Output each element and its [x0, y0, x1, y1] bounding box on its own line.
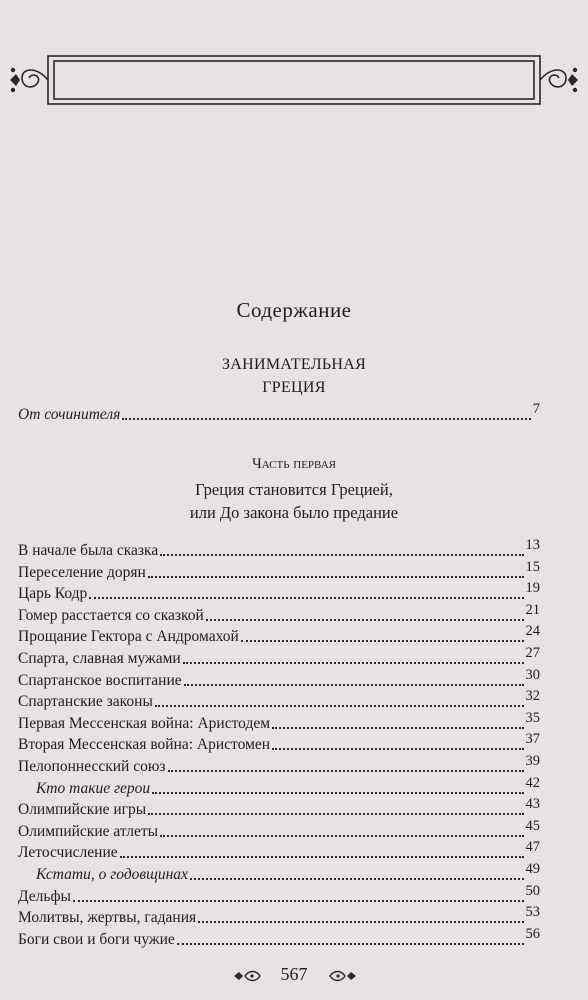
toc-entry-label: Спартанские законы — [18, 693, 153, 711]
dot-leader — [190, 878, 524, 880]
dot-leader — [177, 943, 524, 945]
toc-entry — [18, 732, 540, 754]
toc-entry — [18, 560, 540, 582]
dot-leader — [184, 684, 524, 686]
toc-entry-page: 56 — [525, 925, 540, 942]
dot-leader — [73, 900, 524, 902]
toc-entry — [18, 819, 540, 841]
toc-entry-label: Летосчисление — [18, 844, 118, 862]
dot-leader — [89, 597, 523, 599]
toc-entry-page: 21 — [525, 601, 540, 618]
contents-title: Содержание — [236, 298, 352, 322]
toc-entry-page: 53 — [525, 904, 540, 921]
toc-entry-label: Царь Кодр — [18, 585, 88, 603]
toc-entry — [36, 776, 540, 798]
part-title-line-1: Греция становится Грецией, — [195, 480, 393, 499]
toc-entry-page: 13 — [525, 537, 540, 553]
toc-entry-page: 42 — [525, 774, 540, 791]
dot-leader — [272, 748, 523, 750]
dot-leader — [198, 921, 523, 923]
toc-entry-page: 32 — [525, 688, 540, 705]
toc-entry-label: От сочинителя — [18, 406, 121, 423]
toc-entry — [18, 581, 540, 603]
toc-entry-label: Боги свои и боги чужие — [18, 930, 175, 948]
dot-leader — [241, 640, 524, 642]
toc-entry-page: 43 — [525, 796, 540, 813]
toc-entry-label: Пелопоннесский союз — [18, 758, 166, 775]
toc-entry — [18, 646, 540, 668]
toc-entry-page: 15 — [525, 558, 540, 575]
part-title-line-2: или До закона было предание — [189, 503, 399, 522]
dot-leader — [183, 662, 524, 664]
toc-entry-page: 19 — [525, 580, 540, 597]
toc-entry-label: Переселение дорян — [18, 563, 146, 581]
toc-entry — [18, 711, 540, 733]
toc-entry — [18, 624, 540, 646]
toc-entry-page: 7 — [532, 401, 540, 417]
toc-entry — [18, 884, 540, 906]
toc-entry-label: Олимпийские игры — [18, 801, 147, 819]
dot-leader — [272, 727, 523, 729]
toc-entry — [18, 797, 540, 819]
toc-entry — [18, 927, 540, 949]
toc-entry-page: 47 — [525, 839, 540, 856]
dot-leader — [160, 835, 523, 837]
toc-entry — [18, 754, 540, 776]
book-title-line-1: ЗАНИМАТЕЛЬНАЯ — [221, 356, 367, 373]
dot-leader — [152, 792, 523, 794]
dot-leader — [206, 619, 524, 621]
toc-entry-page: 39 — [525, 753, 540, 769]
toc-entry-label: Олимпийские атлеты — [18, 822, 159, 840]
dot-leader — [120, 856, 524, 858]
page-number: 567 — [280, 964, 308, 984]
toc-entry-label: Первая Мессенская война: Аристодем — [18, 714, 271, 732]
dot-leader — [148, 576, 524, 578]
toc-entry-label: Прощание Гектора с Андромахой — [18, 628, 239, 646]
toc-entry-label: Кстати, о годовщинах — [36, 866, 188, 883]
dot-leader — [148, 813, 523, 815]
part-label: Часть первая — [252, 456, 336, 472]
toc-entry-page: 35 — [525, 709, 540, 726]
toc-entry-page: 50 — [525, 882, 540, 899]
toc-entry-label: Молитвы, жертвы, гадания — [18, 909, 197, 927]
toc-entry-page: 24 — [525, 623, 540, 640]
toc-entry-label: Спартанское воспитание — [18, 671, 182, 689]
dot-leader — [122, 418, 530, 420]
dot-leader — [168, 770, 524, 772]
toc-entry — [18, 905, 540, 927]
dot-leader — [160, 554, 523, 556]
toc-entry — [18, 538, 540, 560]
toc-entry-page: 37 — [525, 731, 540, 748]
page-number-ornament-right — [326, 968, 358, 984]
toc-entry — [18, 668, 540, 690]
toc-entry — [18, 603, 540, 625]
toc-entry — [18, 840, 540, 862]
toc-entry-label: Кто такие герои — [36, 779, 151, 797]
toc-entry — [18, 689, 540, 711]
toc-entry-page: 49 — [525, 861, 540, 877]
dot-leader — [155, 705, 524, 707]
toc-entry — [36, 862, 540, 884]
header-ornament — [8, 44, 580, 116]
toc-entry-label: Гомер расстается со сказкой — [18, 606, 204, 624]
toc-entry-page: 45 — [525, 817, 540, 834]
toc-entry-label: В начале была сказка — [18, 542, 159, 559]
toc-entry-page: 30 — [525, 666, 540, 683]
toc-entry — [18, 402, 540, 424]
book-title-line-2: ГРЕЦИЯ — [262, 379, 326, 396]
toc-entry-label: Вторая Мессенская война: Аристомен — [18, 736, 271, 754]
toc-entry-page: 27 — [525, 645, 540, 661]
toc-entry-label: Дельфы — [18, 887, 71, 905]
toc-entry-label: Спарта, славная мужами — [18, 650, 181, 667]
